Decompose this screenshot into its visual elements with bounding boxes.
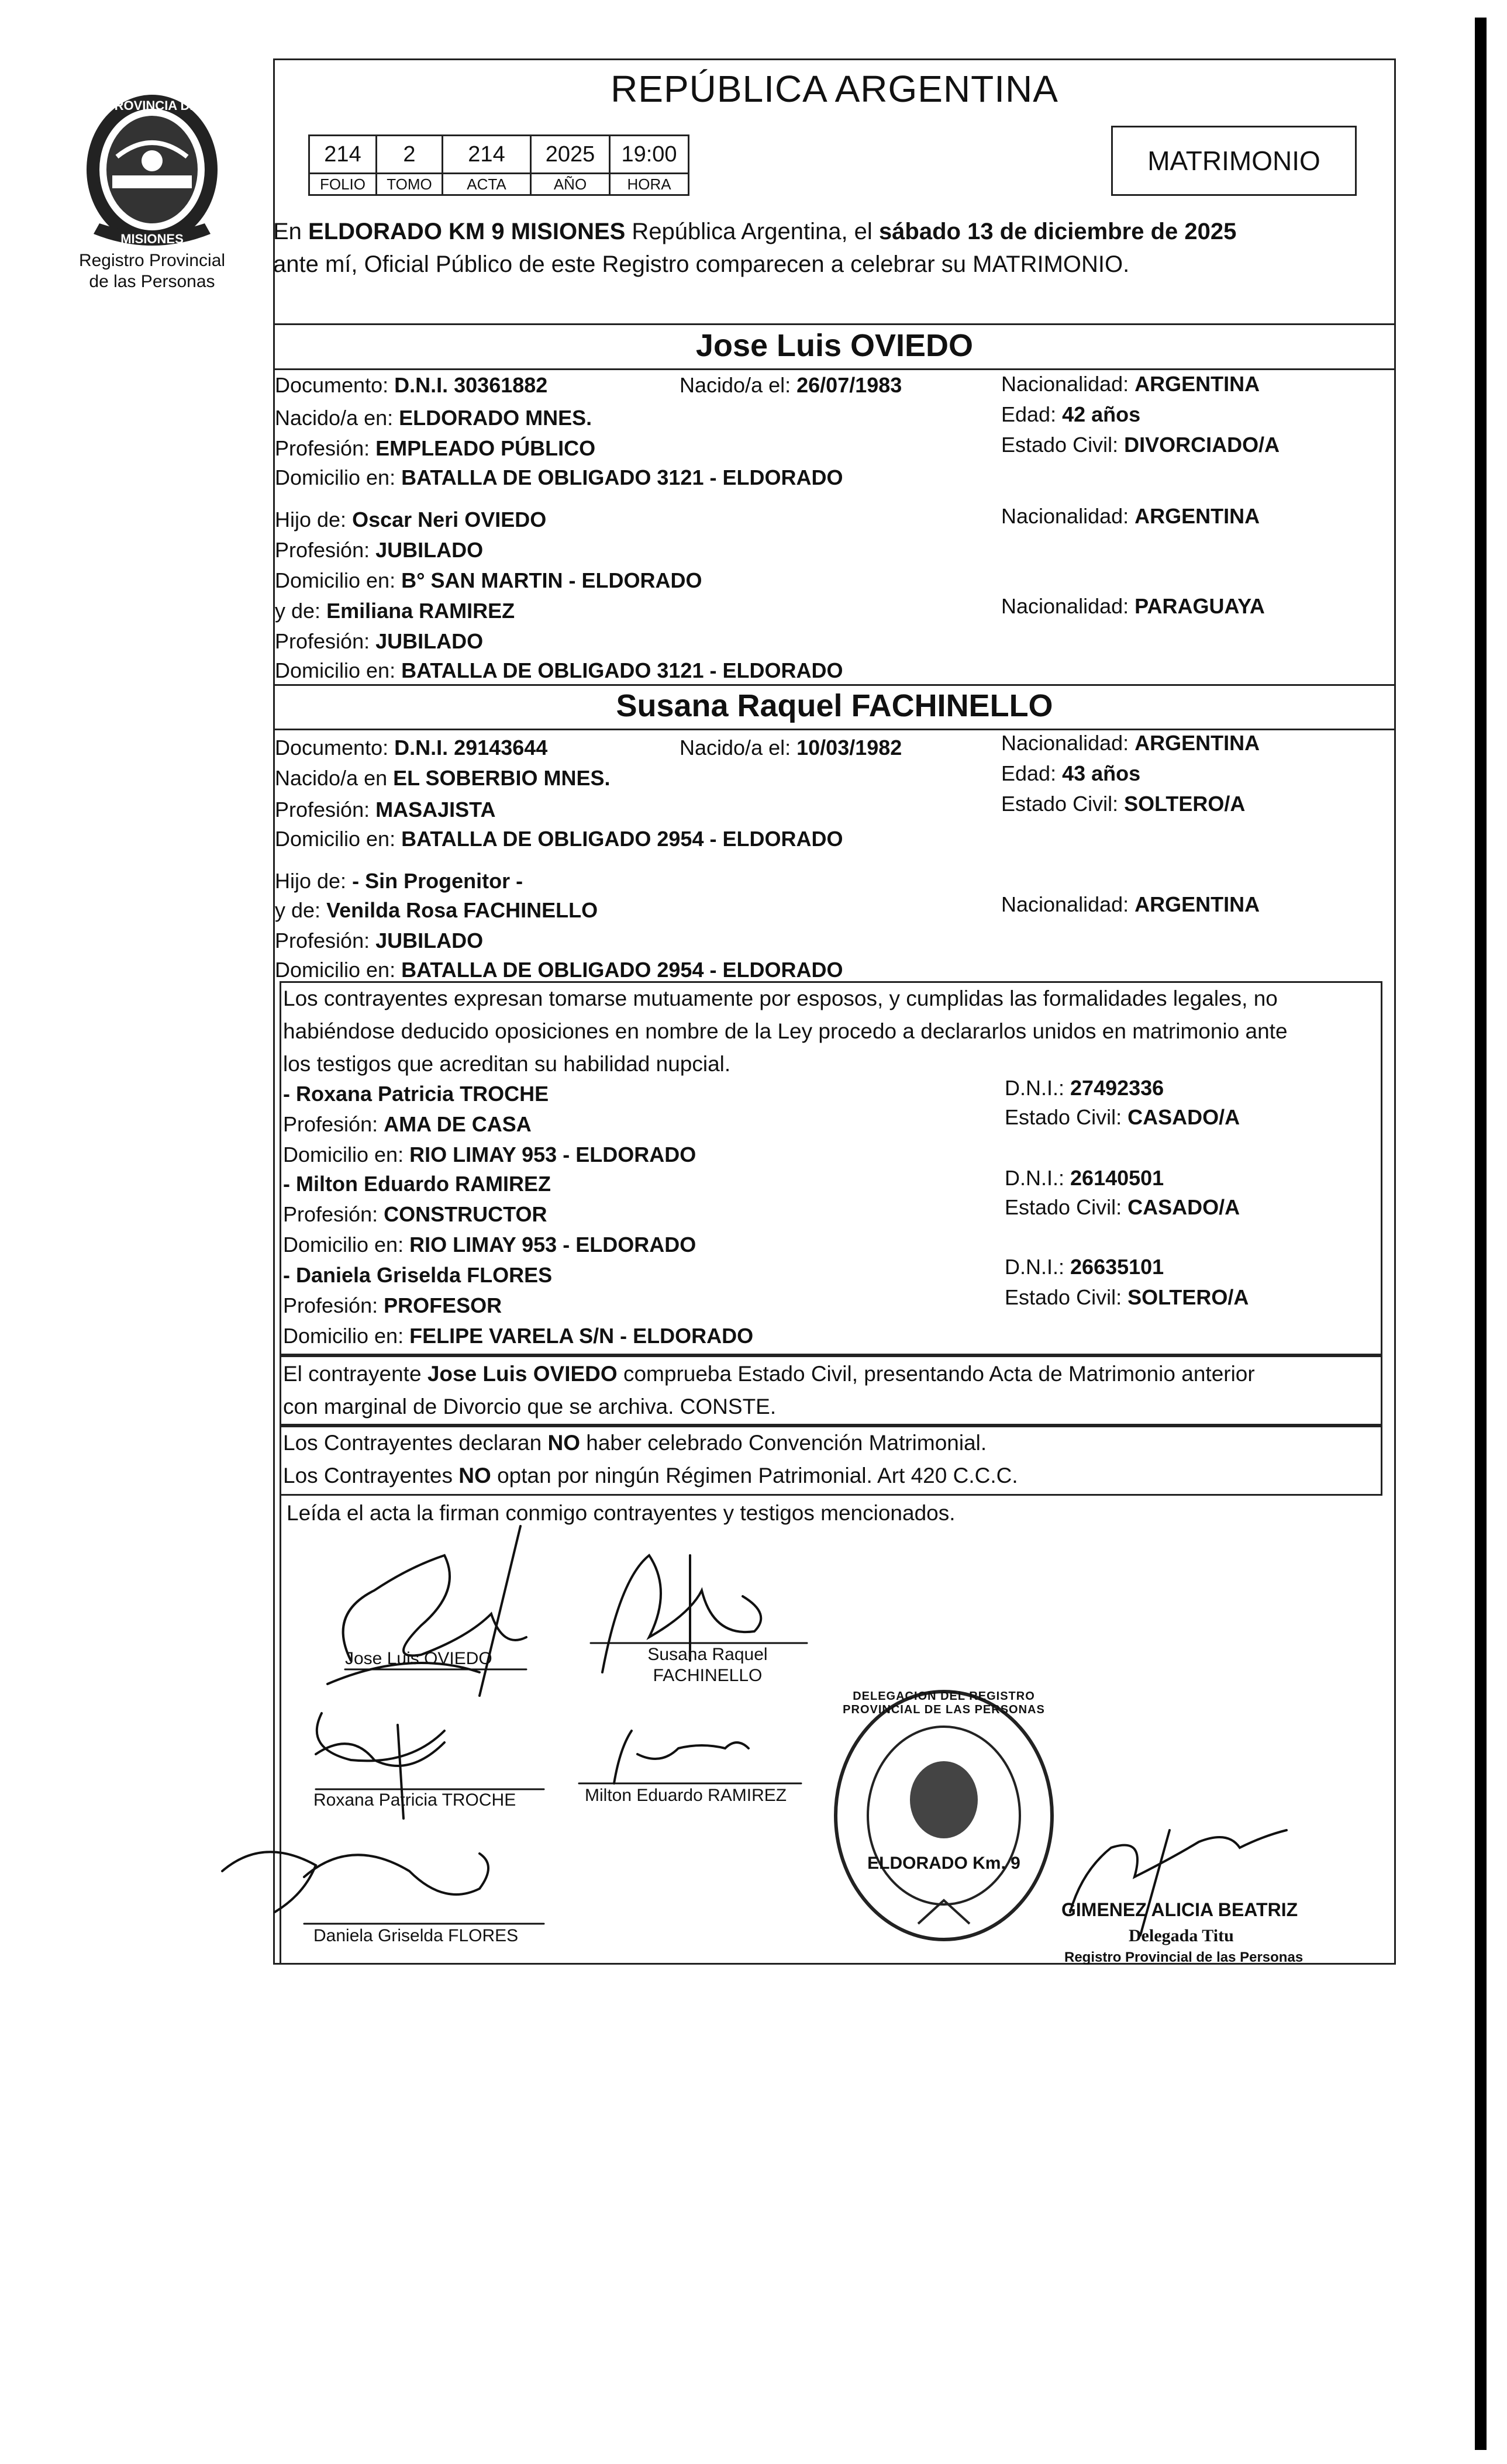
c1-estado-civil	[1001, 433, 1280, 457]
testigo-2-dni	[1005, 1166, 1164, 1190]
convencion-b1: Los Contrayentes	[283, 1464, 459, 1488]
c2-nac-el: 10/03/1982	[796, 736, 902, 760]
c1-edad-value: 42 años	[1062, 402, 1141, 426]
c1-padre-dom-value: B° SAN MARTIN - ELDORADO	[401, 568, 702, 592]
c1-padre-nac-value: ARGENTINA	[1134, 504, 1260, 528]
logo-caption-line1: Registro Provincial	[78, 251, 226, 270]
c2-madre-dom-value: BATALLA DE OBLIGADO 2954 - ELDORADO	[401, 958, 843, 982]
divider	[273, 368, 1396, 370]
c1-nacionalidad	[1001, 372, 1260, 396]
testigo-2-prof-label: Profesión:	[283, 1202, 378, 1226]
testigo-2-estado-value: CASADO/A	[1127, 1195, 1240, 1219]
signature-caption-fachinello-line1: Susana Raquel	[647, 1645, 768, 1664]
testigo-3-name	[283, 1263, 552, 1288]
testigo-3-prof-label: Profesión:	[283, 1293, 378, 1317]
c1-profesion-label: Profesión:	[275, 436, 370, 460]
seal-ring-text: DELEGACION DEL REGISTRO PROVINCIAL DE LAS PERSONAS	[843, 1690, 1045, 1716]
c2-nacionalidad	[1001, 731, 1260, 755]
intro-paragraph	[273, 215, 1390, 281]
convencion-b3: optan por ningún Régimen Patrimonial. Art 420 C.C.C.	[491, 1464, 1018, 1488]
c2-padre-label: Hijo de:	[275, 869, 347, 893]
testigo-3-dni-label: D.N.I.:	[1005, 1255, 1065, 1279]
intro-line1	[273, 215, 1390, 248]
testigo-3-domicilio	[283, 1324, 753, 1348]
c1-edad	[1001, 402, 1140, 427]
c2-doc-label: Documento:	[275, 736, 389, 760]
c2-estado-value: SOLTERO/A	[1124, 792, 1246, 816]
oficial-organismo: Registro Provincial de las Personas	[1064, 1949, 1303, 1965]
oficial-cargo: Delegada Titu	[1129, 1926, 1234, 1945]
c2-documento	[275, 736, 547, 760]
intro-text-2: República Argentina, el	[625, 219, 879, 244]
c1-nacionalidad-value: ARGENTINA	[1134, 372, 1260, 396]
testigo-1-estado	[1005, 1105, 1240, 1130]
c2-nacido-en-label: Nacido/a en	[275, 766, 388, 790]
testigo-1-estado-label: Estado Civil:	[1005, 1105, 1122, 1129]
signature-caption-flores: Daniela Griselda FLORES	[313, 1926, 519, 1945]
nota-line1	[283, 1358, 1382, 1390]
c1-madre-prof-value: JUBILADO	[375, 629, 484, 653]
convencion-b2: NO	[458, 1464, 491, 1488]
c2-edad	[1001, 761, 1140, 786]
c2-domicilio	[275, 827, 843, 851]
logo-text-bottom: MISIONES	[120, 232, 184, 246]
c1-padre-value: Oscar Neri OVIEDO	[352, 508, 547, 532]
c1-madre-nacionalidad	[1001, 594, 1265, 619]
c1-madre-domicilio	[275, 658, 843, 683]
c2-profesion-label: Profesión:	[275, 798, 370, 822]
testigo-3-name-text: - Daniela Griselda FLORES	[283, 1263, 553, 1287]
c1-madre-profesion	[275, 629, 483, 654]
folio-value: 214	[309, 136, 377, 174]
c2-madre-nacionalidad	[1001, 892, 1260, 917]
divider	[273, 684, 1396, 686]
tomo-value: 2	[377, 136, 443, 174]
c1-nacido-en	[275, 406, 592, 430]
testigo-3-dom-label: Domicilio en:	[283, 1324, 404, 1348]
c1-padre-nacionalidad	[1001, 504, 1260, 529]
hora-value: 19:00	[610, 136, 689, 174]
c1-estado-value: DIVORCIADO/A	[1124, 433, 1280, 457]
logo-caption	[58, 250, 246, 292]
c2-nacido-en	[275, 766, 611, 791]
c2-madre-label: y de:	[275, 898, 321, 922]
testigo-1-profesion	[283, 1112, 532, 1137]
intro-place: ELDORADO KM 9 MISIONES	[308, 219, 626, 244]
acta-value: 214	[443, 136, 531, 174]
c2-madre	[275, 898, 598, 923]
page-title: REPÚBLICA ARGENTINA	[611, 68, 1058, 110]
testigo-3-dni	[1005, 1255, 1164, 1279]
declaracion-text	[283, 982, 1382, 1081]
c1-domicilio	[275, 465, 843, 490]
c1-madre-nac-label: Nacionalidad:	[1001, 594, 1129, 618]
c2-nacionalidad-value: ARGENTINA	[1134, 731, 1260, 755]
testigo-3-estado	[1005, 1285, 1249, 1310]
c1-edad-label: Edad:	[1001, 402, 1057, 426]
nota-text-2: comprueba Estado Civil, presentando Acta de Matrimonio anterior	[617, 1362, 1255, 1386]
c1-madre	[275, 599, 515, 623]
divider	[273, 729, 1396, 730]
testigo-2-estado	[1005, 1195, 1240, 1220]
acta-label: ACTA	[443, 174, 531, 195]
leida-text: Leída el acta la firman conmigo contrayentes y testigos mencionados.	[287, 1501, 956, 1525]
testigo-2-dom-label: Domicilio en:	[283, 1233, 404, 1257]
c2-madre-nac-value: ARGENTINA	[1134, 892, 1260, 916]
testigo-1-dni	[1005, 1076, 1164, 1100]
c1-doc: D.N.I. 30361882	[394, 373, 548, 397]
c1-profesion-value: EMPLEADO PÚBLICO	[375, 436, 596, 460]
c1-nacionalidad-label: Nacionalidad:	[1001, 372, 1129, 396]
c2-estado-civil	[1001, 792, 1245, 816]
testigo-3-dni-value: 26635101	[1070, 1255, 1164, 1279]
testigo-2-dom-value: RIO LIMAY 953 - ELDORADO	[409, 1233, 696, 1257]
testigo-1-prof-value: AMA DE CASA	[384, 1112, 532, 1136]
testigo-1-name	[283, 1082, 549, 1106]
testigo-1-dom-value: RIO LIMAY 953 - ELDORADO	[409, 1143, 696, 1167]
testigo-2-estado-label: Estado Civil:	[1005, 1195, 1122, 1219]
c1-madre-value: Emiliana RAMIREZ	[326, 599, 515, 623]
c2-madre-domicilio	[275, 958, 843, 982]
c2-edad-value: 43 años	[1062, 761, 1141, 785]
testigo-1-domicilio	[283, 1143, 696, 1167]
testigo-2-name	[283, 1172, 551, 1196]
c2-madre-dom-label: Domicilio en:	[275, 958, 396, 982]
c2-madre-value: Venilda Rosa FACHINELLO	[326, 898, 598, 922]
c2-nacido-en-value: EL SOBERBIO MNES.	[393, 766, 611, 790]
c1-nac-el-label: Nacido/a el:	[680, 373, 791, 397]
testigo-1-estado-value: CASADO/A	[1127, 1105, 1240, 1129]
c1-padre-domicilio	[275, 568, 702, 593]
c1-padre-label: Hijo de:	[275, 508, 347, 532]
declaracion-line2: habiéndose deducido oposiciones en nombre de la Ley procedo a declararlos unidos en matrimonio ante	[283, 1019, 1288, 1043]
c1-madre-prof-label: Profesión:	[275, 629, 370, 653]
acta-type-box: MATRIMONIO	[1111, 126, 1357, 196]
c2-nacido-el	[680, 736, 902, 760]
nota-line2: con marginal de Divorcio que se archiva. CONSTE.	[283, 1395, 777, 1419]
intro-line2: ante mí, Oficial Público de este Registro comparecen a celebrar su MATRIMONIO.	[273, 251, 1130, 277]
testigo-2-dni-value: 26140501	[1070, 1166, 1164, 1190]
c2-doc: D.N.I. 29143644	[394, 736, 548, 760]
convencion-line1	[283, 1427, 1382, 1459]
anio-value: 2025	[531, 136, 610, 174]
testigo-1-dni-value: 27492336	[1070, 1076, 1164, 1100]
registro-table	[308, 134, 689, 196]
c1-profesion	[275, 436, 595, 461]
signature-area-left-border	[280, 1496, 281, 1965]
logo-caption-line2: de las Personas	[89, 272, 215, 291]
intro-date: sábado 13 de diciembre de 2025	[878, 219, 1237, 244]
c2-madre-prof-value: JUBILADO	[375, 929, 484, 953]
c2-nac-el-label: Nacido/a el:	[680, 736, 791, 760]
seal-center-text: ELDORADO Km. 9	[867, 1854, 1020, 1873]
logo-text-top: PROVINCIA DE	[105, 98, 199, 113]
c2-nacionalidad-label: Nacionalidad:	[1001, 731, 1129, 755]
c2-madre-profesion	[275, 929, 483, 953]
scan-edge-bar	[1475, 18, 1487, 2450]
c2-padre-value: - Sin Progenitor -	[352, 869, 523, 893]
c2-madre-nac-label: Nacionalidad:	[1001, 892, 1129, 916]
nota-name: Jose Luis OVIEDO	[427, 1362, 618, 1386]
testigo-2-domicilio	[283, 1233, 696, 1257]
c1-padre-prof-value: JUBILADO	[375, 538, 484, 562]
c2-madre-prof-label: Profesión:	[275, 929, 370, 953]
c1-nacido-el	[680, 373, 902, 398]
c2-domicilio-label: Domicilio en:	[275, 827, 396, 851]
testigo-2-name-text: - Milton Eduardo RAMIREZ	[283, 1172, 551, 1196]
c1-madre-nac-value: PARAGUAYA	[1134, 594, 1265, 618]
testigo-1-name-text: - Roxana Patricia TROCHE	[283, 1082, 549, 1106]
convencion-a2: NO	[547, 1431, 580, 1455]
oficial-name: GIMENEZ ALICIA BEATRIZ	[1061, 1899, 1298, 1920]
c1-madre-dom-label: Domicilio en:	[275, 658, 396, 682]
testigo-1-dni-label: D.N.I.:	[1005, 1076, 1065, 1100]
testigo-2-dni-label: D.N.I.:	[1005, 1166, 1065, 1190]
contrayente-1-name: Jose Luis OVIEDO	[695, 328, 974, 363]
convencion-line2	[283, 1459, 1382, 1492]
signature-caption-fachinello-line2: FACHINELLO	[653, 1666, 763, 1685]
folio-label: FOLIO	[309, 174, 377, 195]
signature-caption-ramirez: Milton Eduardo RAMIREZ	[585, 1786, 787, 1805]
c1-padre-nac-label: Nacionalidad:	[1001, 504, 1129, 528]
convencion-a3: haber celebrado Convención Matrimonial.	[580, 1431, 987, 1455]
intro-text-1: En	[273, 219, 309, 244]
c1-padre	[275, 508, 546, 532]
c1-padre-prof-label: Profesión:	[275, 538, 370, 562]
signature-caption-fachinello	[620, 1644, 795, 1686]
testigo-3-profesion	[283, 1293, 502, 1318]
testigo-3-estado-label: Estado Civil:	[1005, 1285, 1122, 1309]
declaracion-line3: los testigos que acreditan su habilidad nupcial.	[283, 1052, 731, 1076]
c1-nacido-en-label: Nacido/a en:	[275, 406, 394, 430]
testigo-1-dom-label: Domicilio en:	[283, 1143, 404, 1167]
testigo-2-prof-value: CONSTRUCTOR	[384, 1202, 547, 1226]
testigo-1-prof-label: Profesión:	[283, 1112, 378, 1136]
testigo-2-profesion	[283, 1202, 547, 1227]
c2-padre	[275, 869, 523, 893]
c1-doc-label: Documento:	[275, 373, 389, 397]
c1-padre-profesion	[275, 538, 483, 562]
convencion-a1: Los Contrayentes declaran	[283, 1431, 548, 1455]
c1-estado-label: Estado Civil:	[1001, 433, 1119, 457]
testigo-3-prof-value: PROFESOR	[384, 1293, 502, 1317]
c1-madre-dom-value: BATALLA DE OBLIGADO 3121 - ELDORADO	[401, 658, 843, 682]
hora-label: HORA	[610, 174, 689, 195]
c1-domicilio-label: Domicilio en:	[275, 465, 396, 489]
c2-profesion-value: MASAJISTA	[375, 798, 496, 822]
c2-estado-label: Estado Civil:	[1001, 792, 1119, 816]
declaracion-line1: Los contrayentes expresan tomarse mutuamente por esposos, y cumplidas las formalidades legales, no	[283, 986, 1278, 1010]
nota-text-1: El contrayente	[283, 1362, 427, 1386]
c2-profesion	[275, 798, 495, 822]
c2-domicilio-value: BATALLA DE OBLIGADO 2954 - ELDORADO	[401, 827, 843, 851]
testigo-3-dom-value: FELIPE VARELA S/N - ELDORADO	[409, 1324, 754, 1348]
anio-label: AÑO	[531, 174, 610, 195]
c2-edad-label: Edad:	[1001, 761, 1057, 785]
c1-madre-label: y de:	[275, 599, 321, 623]
signature-caption-troche: Roxana Patricia TROCHE	[313, 1790, 516, 1810]
c1-nacido-en-value: ELDORADO MNES.	[399, 406, 592, 430]
convencion-text	[283, 1427, 1382, 1492]
testigo-3-estado-value: SOLTERO/A	[1127, 1285, 1249, 1309]
c1-domicilio-value: BATALLA DE OBLIGADO 3121 - ELDORADO	[401, 465, 843, 489]
c1-padre-dom-label: Domicilio en:	[275, 568, 396, 592]
divider	[273, 323, 1396, 325]
nota-text	[283, 1358, 1382, 1423]
tomo-label: TOMO	[377, 174, 443, 195]
signature-caption-oviedo: Jose Luis OVIEDO	[345, 1649, 492, 1668]
c1-documento	[275, 373, 547, 398]
c1-nac-el: 26/07/1983	[796, 373, 902, 397]
contrayente-2-name: Susana Raquel FACHINELLO	[616, 688, 1053, 723]
